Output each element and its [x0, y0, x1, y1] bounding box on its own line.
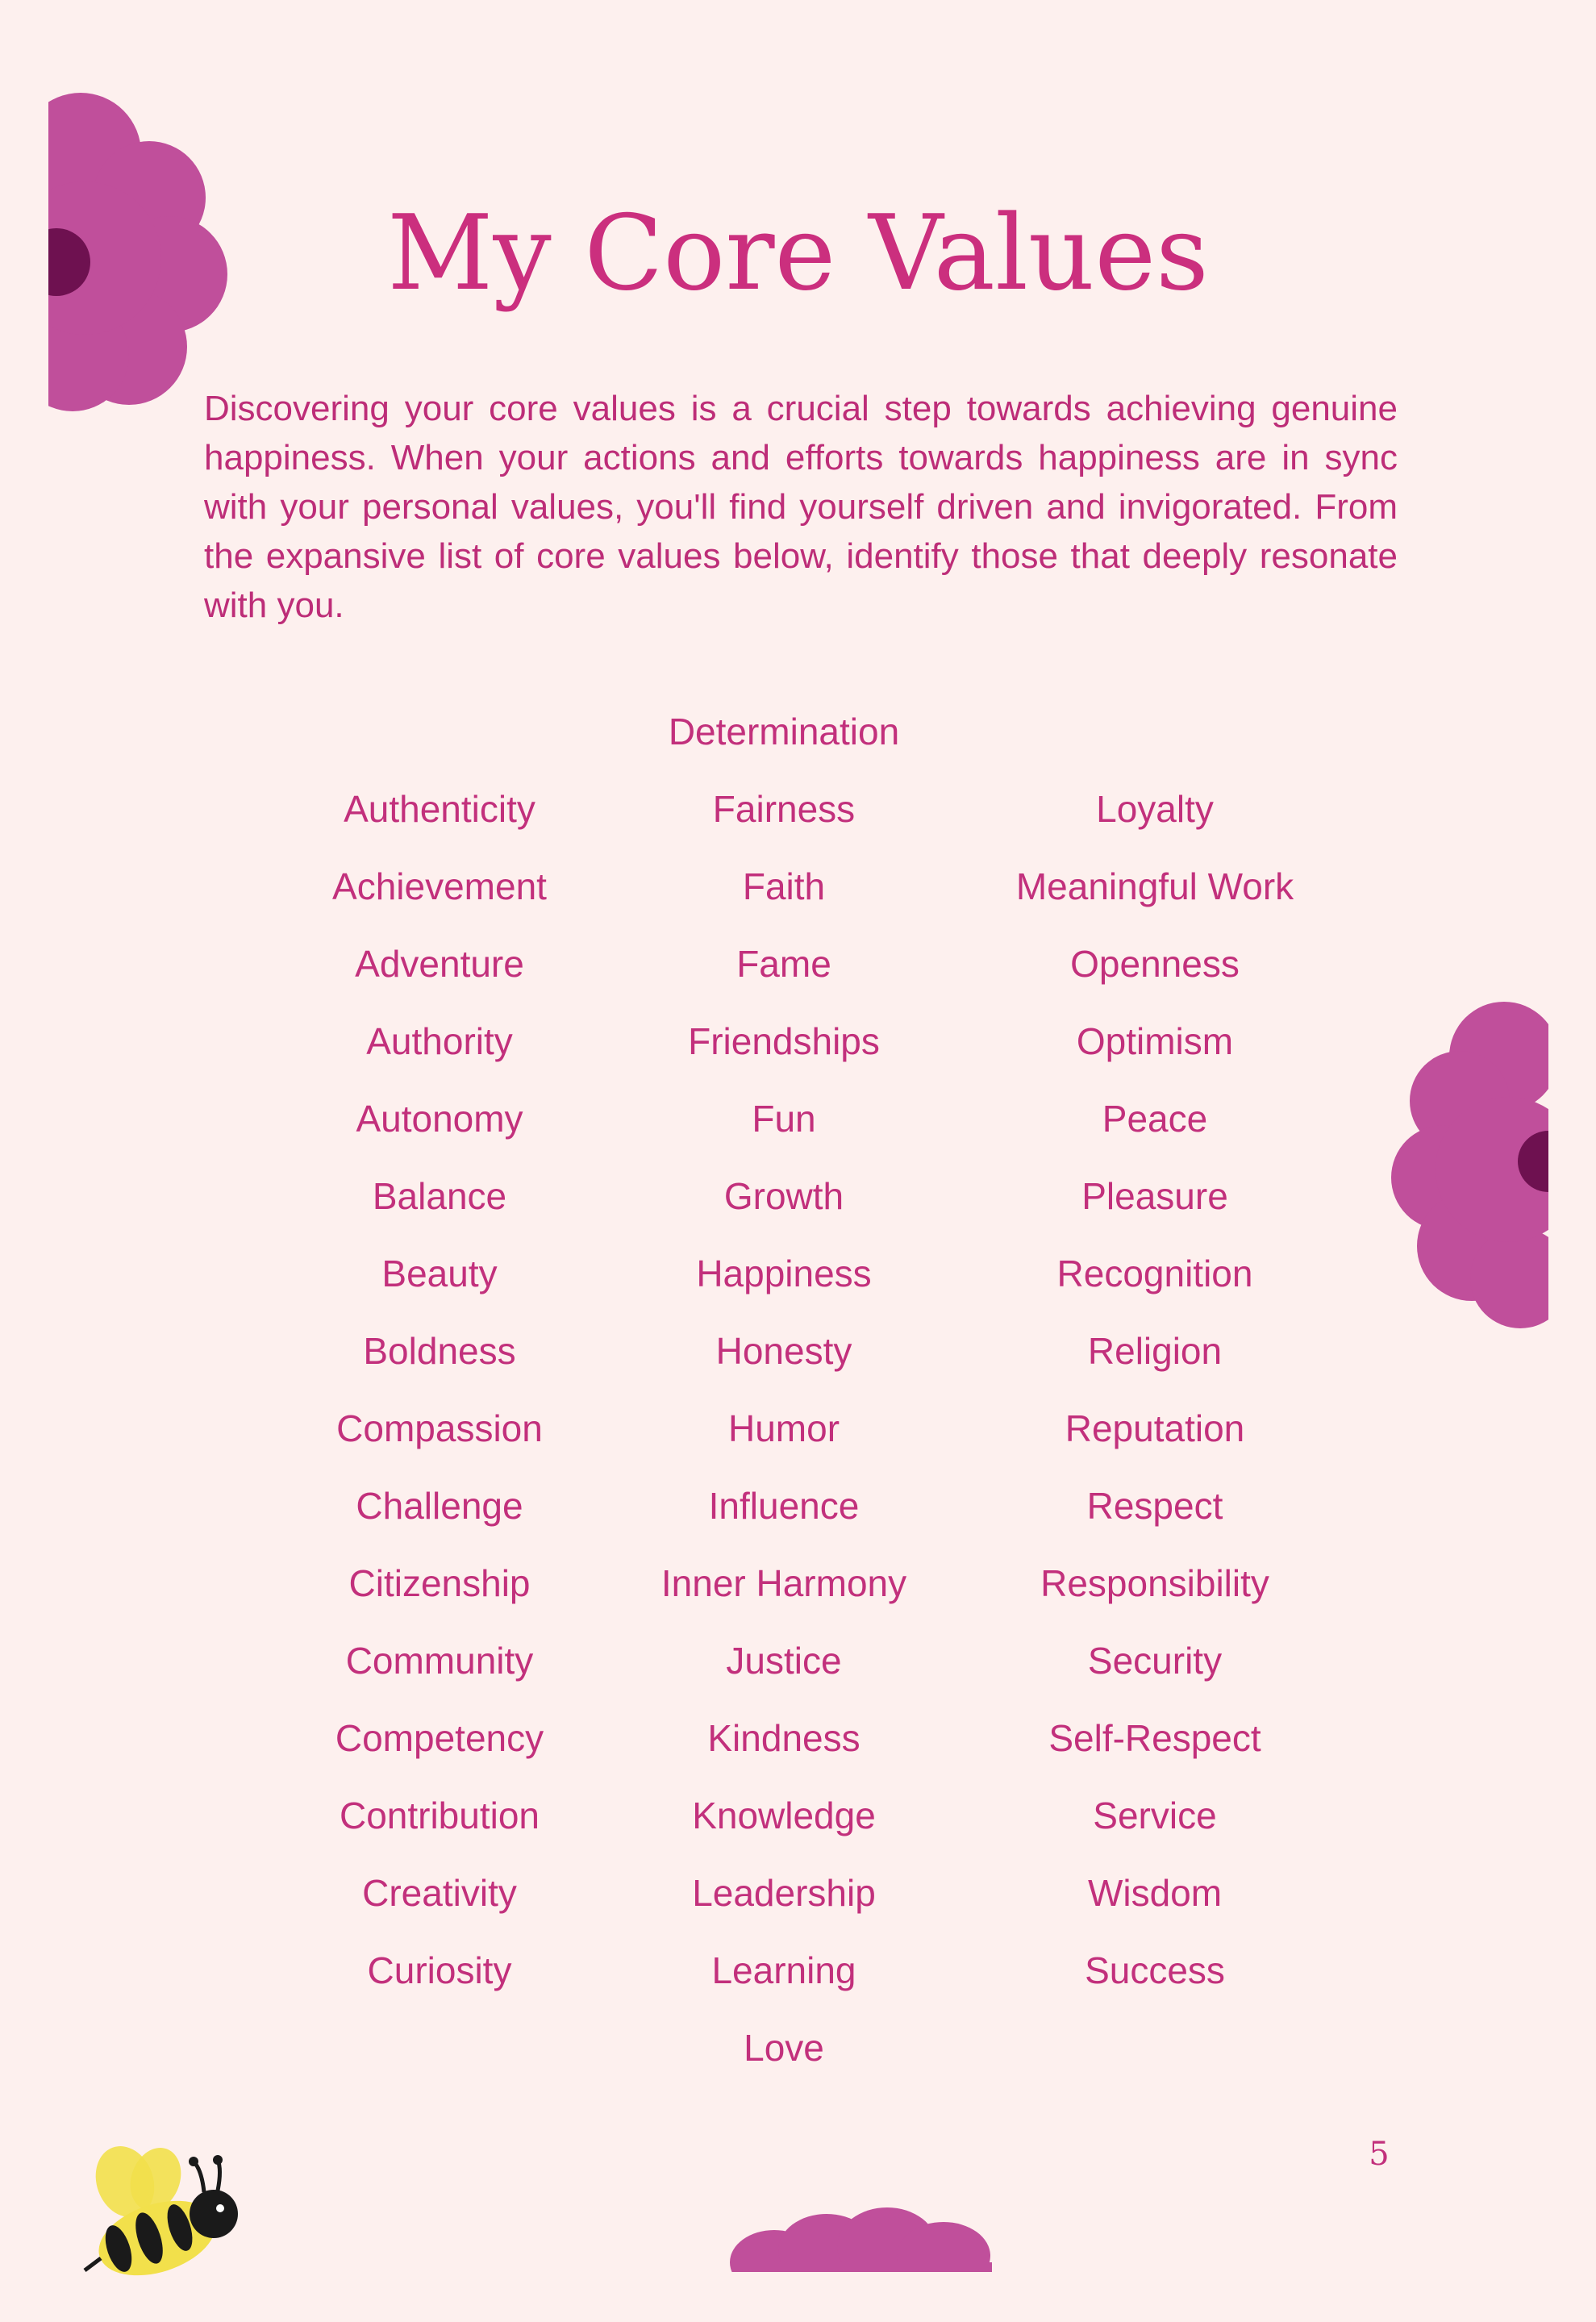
page-title: My Core Values: [387, 194, 1209, 314]
value-item: Challenge: [356, 1485, 523, 1527]
value-item: Curiosity: [367, 1949, 512, 1991]
value-item: Reputation: [1065, 1407, 1245, 1449]
value-item: Honesty: [715, 1330, 852, 1372]
value-item: Peace: [1102, 1098, 1208, 1140]
value-item: Learning: [711, 1949, 856, 1991]
value-item: Competency: [335, 1717, 544, 1759]
value-item: Leadership: [692, 1872, 876, 1914]
value-item: Fairness: [712, 788, 856, 830]
value-item: Faith: [742, 865, 826, 907]
value-item: Loyalty: [1096, 788, 1214, 830]
value-item: Optimism: [1076, 1020, 1234, 1062]
value-item: Adventure: [355, 943, 524, 985]
intro-paragraph: Discovering your core values is a crucial step towards achieving genuine happiness. When your actions and efforts towards happiness are in sync with your personal values, you'll find yourself driven and invigorated. From the expansive list of core values below, identify those that deeply resonate with you.: [204, 389, 1398, 625]
value-item: Boldness: [363, 1330, 516, 1372]
flower-bottom-icon: [726, 2206, 1000, 2278]
value-item: Security: [1087, 1640, 1223, 1682]
bee-icon: [69, 2137, 238, 2282]
value-item: Respect: [1086, 1485, 1223, 1527]
value-item: Determination: [668, 711, 900, 752]
value-item: Meaningful Work: [1015, 865, 1294, 907]
value-item: Happiness: [696, 1253, 872, 1294]
value-item: Growth: [723, 1175, 844, 1217]
values-column-3: [929, 770, 1381, 2009]
value-item: Inner Harmony: [660, 1562, 907, 1604]
value-item: Beauty: [381, 1253, 498, 1294]
value-item: Authenticity: [344, 788, 535, 830]
value-item: Fun: [752, 1098, 816, 1140]
value-item: Fame: [736, 943, 831, 985]
value-item: Wisdom: [1087, 1872, 1223, 1914]
value-item: Service: [1093, 1795, 1217, 1836]
value-item: Knowledge: [692, 1795, 876, 1836]
value-item: Community: [345, 1640, 534, 1682]
value-item: Citizenship: [348, 1562, 531, 1604]
value-item: Self-Respect: [1048, 1717, 1261, 1759]
value-item: Balance: [372, 1175, 507, 1217]
value-item: Religion: [1087, 1330, 1223, 1372]
flower-right-icon: [1387, 1000, 1565, 1339]
value-item: Success: [1085, 1949, 1225, 1991]
value-item: Compassion: [336, 1407, 543, 1449]
value-item: Kindness: [707, 1717, 861, 1759]
value-item: Justice: [726, 1640, 842, 1682]
value-item: Responsibility: [1040, 1562, 1269, 1604]
value-item: Friendships: [688, 1020, 880, 1062]
value-item: Openness: [1070, 943, 1240, 985]
value-item: Humor: [727, 1407, 840, 1449]
value-item: Influence: [708, 1485, 860, 1527]
value-item: Love: [744, 2027, 824, 2069]
value-item: Achievement: [332, 865, 547, 907]
value-item: Authority: [366, 1020, 513, 1062]
value-item: Pleasure: [1081, 1175, 1228, 1217]
value-item: Recognition: [1056, 1253, 1253, 1294]
page-number: 5: [1369, 2136, 1390, 2173]
value-item: Autonomy: [356, 1098, 523, 1140]
value-item: Creativity: [362, 1872, 517, 1914]
value-item: Contribution: [339, 1795, 540, 1836]
